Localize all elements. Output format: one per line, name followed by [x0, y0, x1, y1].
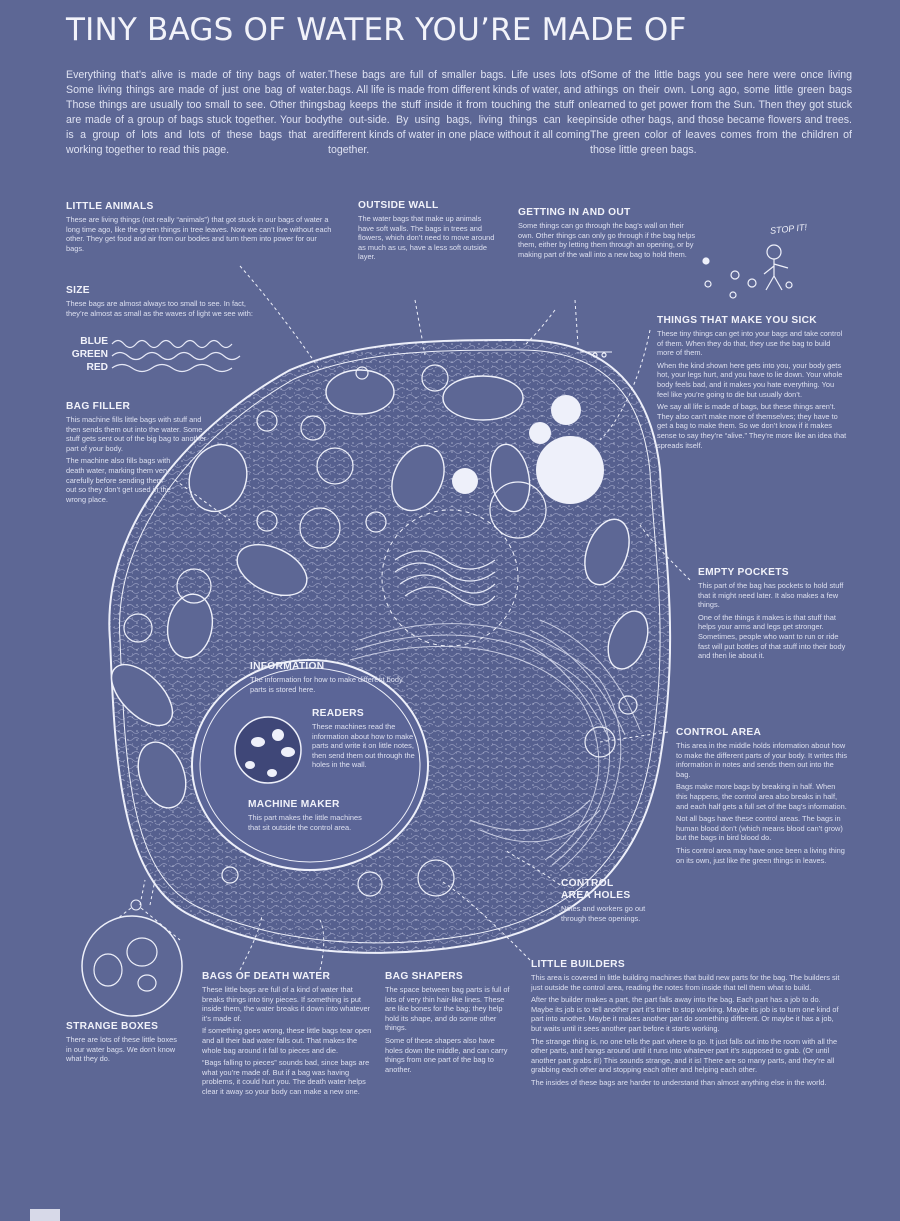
- information-heading: INFORMATION: [250, 661, 325, 672]
- intro-paragraph-1: Everything that’s alive is made of tiny bags of water. Some living things are made of just one bag of water. Those things are usually too small to see. Other things are made of a group of bags stuck together. Your body is a group of lots and lots of these bags that are working together to read this page.: [66, 69, 328, 157]
- label-information: INFORMATION The information for how to make different body parts is stored here.: [250, 661, 420, 697]
- wave-label-green: GREEN: [71, 349, 108, 360]
- machine-maker-heading: MACHINE MAKER: [248, 799, 340, 810]
- control-area-holes-heading-2: AREA HOLES: [561, 890, 631, 901]
- label-strange-boxes: STRANGE BOXES There are lots of these little boxes in our water bags. We don’t know what they do.: [66, 1021, 181, 1067]
- label-things-that-make-you-sick: THINGS THAT MAKE YOU SICK These tiny things can get into your bags and take control of them. When they do that, they use the bag to build more of them. When the kind shown here gets into you, your body gets hot, your legs hurt, and you have to lie down. Your whole body feels bad, and it makes you hate everything. You feel like you’re going to die but usually don’t. We say all life is made of bags, but these things aren’t. They also can’t make more of themselves; they have to get a bag to make them. So we don’t know if it makes sense to say they’re “alive.” They’re more like an idea that spreads itself.: [657, 315, 847, 450]
- label-control-area-holes: CONTROL AREA HOLES Notes and workers go out through these openings.: [561, 878, 656, 926]
- label-getting-in-and-out: GETTING IN AND OUT Some things can go through the bag’s wall on their own. Other things can only go through if the bag helps them, either by letting them through an opening, or by making part of the wall into a new bag to hold them.: [518, 207, 696, 259]
- outside-wall-heading: OUTSIDE WALL: [358, 200, 439, 211]
- page-title: TINY BAGS OF WATER YOU’RE MADE OF: [66, 12, 687, 48]
- label-little-animals: LITTLE ANIMALS These are living things (not really “animals”) that got stuck in our bags of water a long time ago, like the green things in tree leaves. Now we can’t live without each other. They get food and air from our bodies and turn them into power for our bags.: [66, 201, 336, 256]
- empty-pockets-heading: EMPTY POCKETS: [698, 567, 789, 578]
- label-bag-filler: BAG FILLER This machine fills little bags with stuff and then sends them out into the water. Some stuff gets sent out of the big bag to another part of your body. The machine also fills bags with death water, marking them very carefully before sending them out so they don’t get used in the wrong place.: [66, 401, 216, 507]
- little-builders-heading: LITTLE BUILDERS: [531, 959, 625, 970]
- label-outside-wall: OUTSIDE WALL The water bags that make up animals have soft walls. The bags in trees and flowers, which don’t need to move around as much as us, have a less soft outside layer.: [358, 200, 498, 265]
- getting-in-heading: GETTING IN AND OUT: [518, 207, 631, 218]
- death-water-heading: BAGS OF DEATH WATER: [202, 971, 331, 982]
- page-corner-tab: [30, 1209, 60, 1221]
- label-machine-maker: MACHINE MAKER This part makes the little machines that sit outside the control area.: [248, 799, 362, 832]
- label-bag-shapers: BAG SHAPERS The space between bag parts is full of lots of very thin hair-like lines. These are like bones for the bag; they help hold its shape, and do some other things. Some of these shapers also have holes down the middle, and can carry things from one part of the bag to another.: [385, 971, 510, 1074]
- strange-boxes-heading: STRANGE BOXES: [66, 1021, 159, 1032]
- intro-paragraph-2: These bags are full of smaller bags. Life uses lots of bags. All life is made from different kinds of water, and a bag keeps the stuff inside it from touching the stuff on the out-side. By using bags, living things can keep different kinds of water in one place without it all coming together.: [328, 69, 590, 157]
- control-area-heading: CONTROL AREA: [676, 727, 762, 738]
- little-animals-heading: LITTLE ANIMALS: [66, 201, 154, 212]
- label-bags-of-death-water: BAGS OF DEATH WATER These little bags are full of a kind of water that breaks things into tiny pieces. If something is put inside them, the water breaks it down into whatever it’s made of. If something goes wrong, these little bags tear open and all their bad water falls out. That makes the whole bag around it fall to pieces and die. “Bags falling to pieces” sounds bad, since bags are what you’re made of. But if a bag was having problems, it could hurt you. The death water helps clear it away so your body can make a new one.: [202, 971, 374, 1100]
- label-control-area: CONTROL AREA This area in the middle holds information about how to make the different parts of your body. It writes this information in notes and sends them out into the bag. Bags make more bags by breaking in half. When this happens, the control area also breaks in half, and each half gets a full set of the bag’s information. Not all bags have these control areas. The bags in human blood don’t (which means blood can’t grow) but the bags in bird blood do. This control area may have once been a living thing on its own, just like the green things in leaves.: [676, 727, 848, 865]
- size-heading: SIZE: [66, 285, 90, 296]
- strange-boxes-inset: [82, 900, 182, 1016]
- intro-paragraph-3: Some of the little bags you see here were once living things on their own. Long ago, some little green bags learned to get power from the Sun. Then they got stuck inside other bags, and those became flowers and trees. The green color of leaves comes from the children of those little green bags.: [590, 69, 852, 157]
- wave-label-red: RED: [86, 362, 108, 373]
- comic-caption: STOP IT!: [769, 222, 808, 236]
- light-waves: [112, 341, 240, 372]
- bag-filler-heading: BAG FILLER: [66, 401, 131, 412]
- wave-label-blue: BLUE: [80, 336, 108, 347]
- label-little-builders: LITTLE BUILDERS This area is covered in little building machines that build new parts for the bag. The builders sit just outside the control area, reading the notes from inside that tell them what to build. After the builder makes a part, the part falls away into the bag. Each part has a job to do. Maybe its job is to tell another part it’s time to stop working. Maybe its job is to turn one kind of part into another. Maybe it makes another part do something different. Or maybe it has a job, but waits until it sees another part before it starts working. The strange thing is, no one tells the part where to go. It just falls out into the room with all the other parts, and hangs around until it runs into whatever part it’s supposed to grab. (Or until another part grabs it!) This sounds strange, and it is! There are so many parts, and they’re all grabbing each other and stopping each other and helping each other. The insides of these bags are harder to understand than almost anything else in the world.: [531, 959, 843, 1091]
- label-empty-pockets: EMPTY POCKETS This part of the bag has pockets to hold stuff that it might need later. It also makes a few things. One of the things it makes is that stuff that helps your arms and legs get stronger. Sometimes, people who want to run or ride fast will put bottles of that stuff into their body and then lie about it.: [698, 567, 848, 664]
- sick-heading: THINGS THAT MAKE YOU SICK: [657, 315, 817, 326]
- label-size: SIZE These bags are almost always too small to see. In fact, they’re almost as small as the waves of light we see with:: [66, 285, 256, 321]
- label-readers: READERS These machines read the information about how to make parts and write it on little notes, then send them out through the holes in the wall.: [312, 708, 430, 773]
- control-area-holes-heading-1: CONTROL: [561, 878, 614, 889]
- readers-heading: READERS: [312, 708, 364, 719]
- bag-shapers-heading: BAG SHAPERS: [385, 971, 464, 982]
